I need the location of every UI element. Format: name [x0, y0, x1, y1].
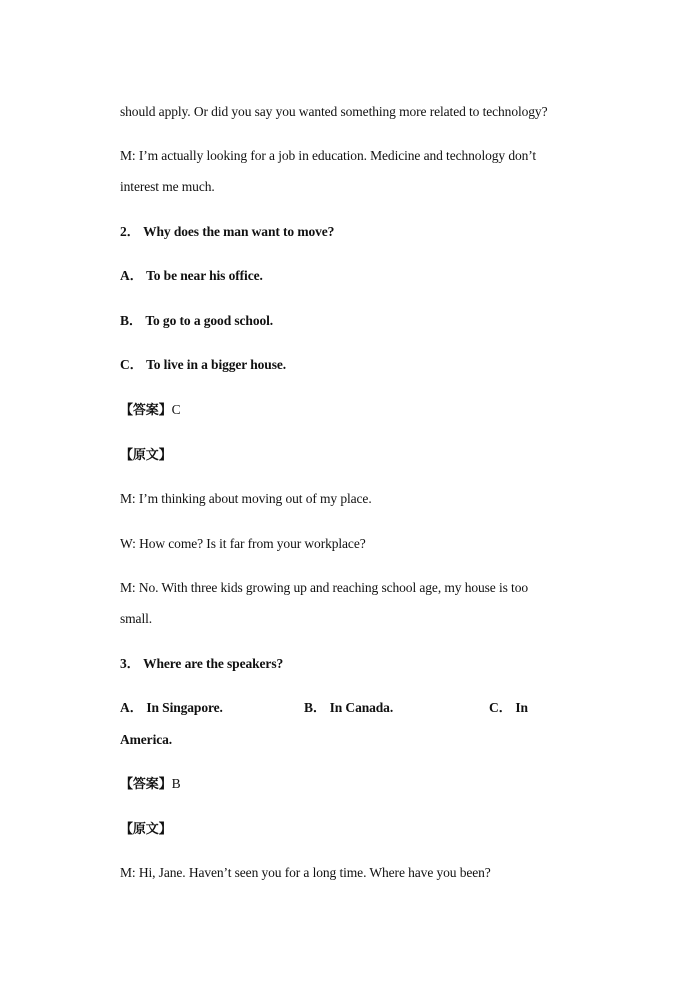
options-row [120, 700, 576, 716]
transcript-text: small. [120, 611, 153, 626]
text-line: interest me much. [120, 179, 215, 194]
option-a: A． To be near his office. [120, 268, 263, 283]
option-c-continued: America. [120, 732, 173, 747]
option-c: C． In [489, 700, 528, 715]
transcript-tag: 【原文】 [120, 822, 172, 837]
transcript-text: M: I’m thinking about moving out of my place. [120, 491, 372, 506]
text-line: should apply. Or did you say you wanted something more related to technology? [120, 104, 548, 119]
option-c: C． To live in a bigger house. [120, 357, 287, 372]
transcript-tag: 【原文】 [120, 448, 172, 463]
option-b: B． To go to a good school. [120, 313, 274, 328]
option-b: B． In Canada. [304, 700, 394, 715]
answer-value: B [171, 776, 181, 791]
answer-tag: 【答案】 [120, 403, 172, 418]
answer-tag: 【答案】 [120, 777, 172, 792]
transcript-line [120, 821, 172, 838]
option-a: A． In Singapore. [120, 700, 223, 715]
answer-value: C [171, 402, 181, 417]
transcript-text: M: Hi, Jane. Haven’t seen you for a long time. Where have you been? [120, 865, 491, 880]
text-line: M: I’m actually looking for a job in education. Medicine and technology don’t [120, 148, 537, 163]
question-3: 3． Where are the speakers? [120, 656, 284, 671]
transcript-text: M: No. With three kids growing up and reaching school age, my house is too [120, 580, 528, 595]
question-2: 2． Why does the man want to move? [120, 224, 335, 239]
answer-line [120, 402, 181, 419]
transcript-line [120, 447, 172, 464]
answer-line [120, 776, 181, 793]
transcript-text: W: How come? Is it far from your workplace? [120, 536, 366, 551]
